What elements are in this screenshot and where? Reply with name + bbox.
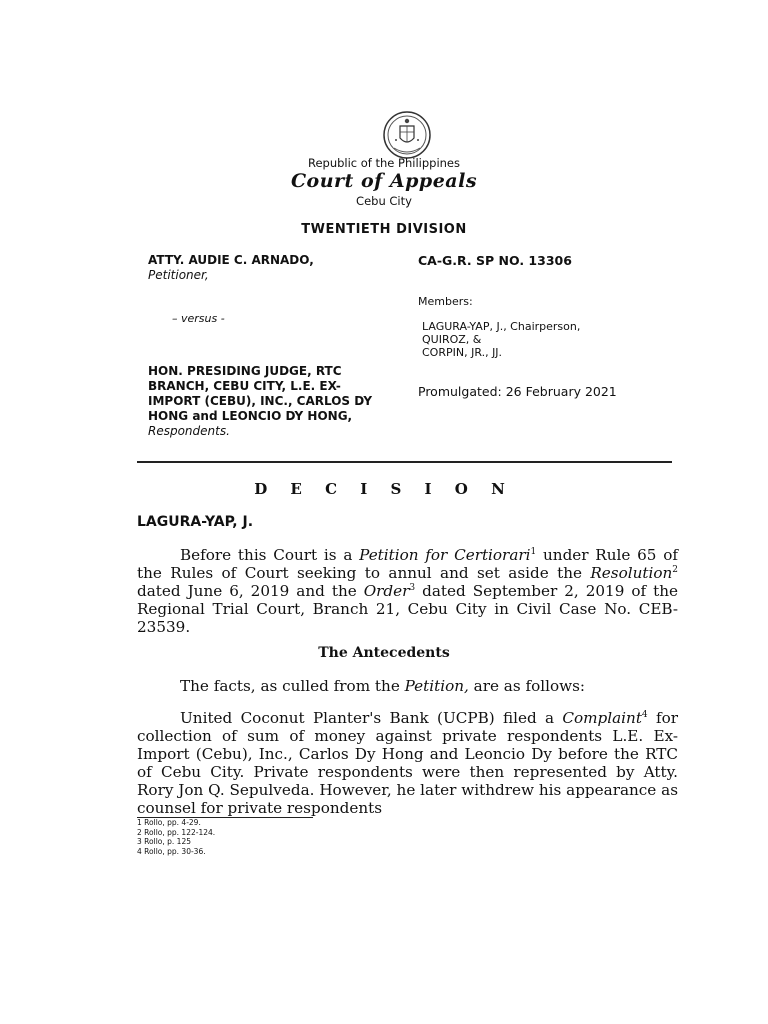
footnote-2: 2 Rollo, pp. 122-124.	[137, 827, 216, 837]
court-seal-icon	[382, 110, 432, 160]
footnote-ref-2: 2	[672, 564, 678, 575]
petitioner-name: ATTY. AUDIE C. ARNADO,	[148, 253, 314, 267]
order-term: Order	[363, 582, 410, 600]
respondents-block	[148, 364, 393, 439]
member-2: QUIROZ, &	[422, 333, 482, 346]
members-list	[422, 320, 580, 359]
footnotes	[137, 818, 215, 856]
versus-label: – versus -	[172, 312, 225, 325]
paragraph-3: United Coconut Planter's Bank (UCPB) filed a Complaint$^4$ for collection of sum of money against private respondents L.E. Ex-Import (Cebu), Inc., Carlos Dy Hong and Leoncio Dy before the RTC of Cebu City. Private respondents were then represented by Atty. Rory Jon Q. Sepulveda. However, he later withdrew his appearance as counsel for private respondents	[137, 709, 678, 817]
resolution-term: Resolution	[590, 564, 673, 582]
footnote-1: 1 Rollo, pp. 4-29.	[137, 818, 201, 827]
paragraph-1: Before this Court is a Petition for Certiorari$^1$ under Rule 65 of the Rules of Court seeking to annul and set aside the Resolution$^2$ dated June 6, 2019 and the Order$^3$ dated September 2, 2019 of the Regional Trial Court, Branch 21, Cebu City in Civil Case No. CEB-23539.	[137, 546, 678, 636]
promulgated-date: Promulgated: 26 February 2021	[418, 384, 617, 399]
respondents-name: HON. PRESIDING JUDGE, RTC BRANCH, CEBU CITY, L.E. EX-IMPORT (CEBU), INC., CARLOS DY HONG and LEONCIO DY HONG,	[148, 364, 373, 423]
republic-line: Republic of the Philippines	[307, 156, 461, 170]
footnote-4: 4 Rollo, pp. 30-36.	[137, 846, 206, 856]
section-heading: The Antecedents	[318, 645, 450, 661]
complaint-term: Complaint	[562, 709, 642, 727]
footnote-ref-4: 4	[641, 709, 648, 720]
member-3: CORPIN, JR., JJ.	[422, 346, 503, 359]
footnote-3: 3 Rollo, p. 125	[137, 837, 191, 846]
respondents-role: Respondents.	[148, 424, 230, 438]
paragraph-2: The facts, as culled from the Petition, are as follows:	[180, 677, 586, 695]
decision-title: D E C I S I O N	[254, 480, 514, 498]
member-1: LAGURA-YAP, J., Chairperson,	[422, 320, 581, 333]
footnote-ref-1: 1	[530, 546, 537, 557]
petitioner-block	[148, 253, 403, 283]
footnote-ref-3: 3	[409, 582, 416, 593]
court-name: Court of Appeals	[290, 170, 478, 192]
court-city: Cebu City	[356, 194, 412, 208]
members-label: Members:	[418, 295, 473, 308]
petition-for-certiorari: Petition for Certiorari	[359, 546, 531, 564]
ponente: LAGURA-YAP, J.	[137, 514, 254, 530]
case-number: CA-G.R. SP NO. 13306	[418, 253, 572, 268]
caption-divider	[137, 461, 672, 463]
petitioner-role: Petitioner,	[148, 268, 209, 282]
division-title: TWENTIETH DIVISION	[301, 222, 467, 237]
